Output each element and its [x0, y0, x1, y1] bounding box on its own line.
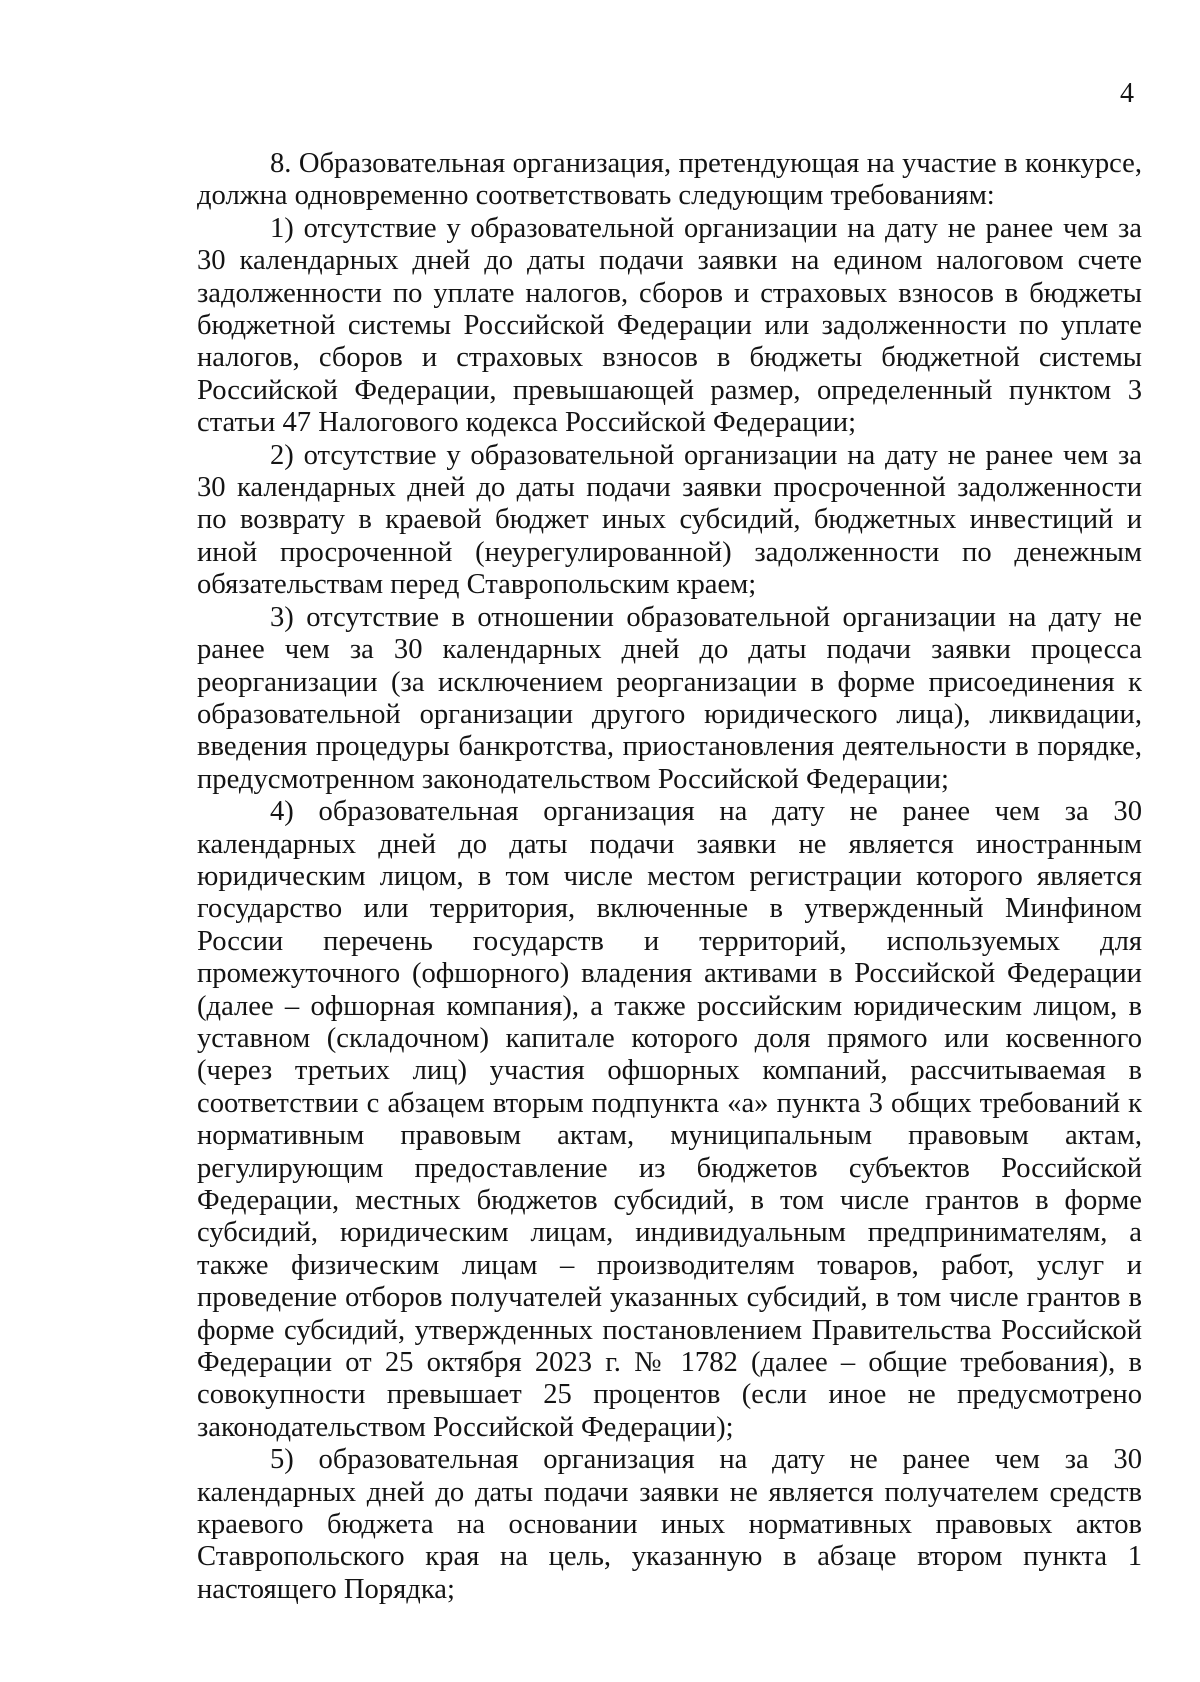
paragraph-item-4: 4) образовательная организация на дату не ранее чем за 30 календарных дней до даты подачи заявки не является иностранным юридическим лицом, в том числе местом регистрации которого является государство или территория, включенные в утвержденный Минфином России перечень государств и территорий, используемых для промежуточного (офшорного) владения активами в Российской Федерации (далее – офшорная компания), а также российским юридическим лицом, в уставном (складочном) капитале которого доля прямого или косвенного (через третьих лиц) участия офшорных компаний, рассчитываемая в соответствии с абзацем вторым подпункта «а» пункта 3 общих требований к нормативным правовым актам, муниципальным правовым актам, регулирующим предоставление из бюджетов субъектов Российской Федерации, местных бюджетов субсидий, в том числе грантов в форме субсидий, юридическим лицам, индивидуальным предпринимателям, а также физическим лицам – производителям товаров, работ, услуг и проведение отборов получателей указанных субсидий, в том числе грантов в форме субсидий, утвержденных постановлением Правительства Российской Федерации от 25 октября 2023 г. № 1782 (далее – общие требования), в совокупности превышает 25 процентов (если иное не предусмотрено законодательством Российской Федерации);: [197, 796, 1142, 1443]
paragraph-8-intro: 8. Образовательная организация, претендующая на участие в конкурсе, должна одновременно соответствовать следующим требованиям:: [197, 148, 1142, 212]
document-body: [197, 148, 1142, 1606]
paragraph-item-5: 5) образовательная организация на дату не ранее чем за 30 календарных дней до даты подачи заявки не является получателем средств краевого бюджета на основании иных нормативных правовых актов Ставропольского края на цель, указанную в абзаце втором пункта 1 настоящего Порядка;: [197, 1444, 1142, 1605]
page-number: 4: [1120, 78, 1134, 109]
paragraph-item-2: 2) отсутствие у образовательной организации на дату не ранее чем за 30 календарных дней до даты подачи заявки просроченной задолженности по возврату в краевой бюджет иных субсидий, бюджетных инвестиций и иной просроченной (неурегулированной) задолженности по денежным обязательствам перед Ставропольским краем;: [197, 439, 1142, 601]
paragraph-item-1: 1) отсутствие у образовательной организации на дату не ранее чем за 30 календарных дней до даты подачи заявки на едином налоговом счете задолженности по уплате налогов, сборов и страховых взносов в бюджеты бюджетной системы Российской Федерации или задолженности по уплате налогов, сборов и страховых взносов в бюджеты бюджетной системы Российской Федерации, превышающей размер, определенный пунктом 3 статьи 47 Налогового кодекса Российской Федерации;: [197, 212, 1142, 439]
paragraph-item-3: 3) отсутствие в отношении образовательной организации на дату не ранее чем за 30 календарных дней до даты подачи заявки процесса реорганизации (за исключением реорганизации в форме присоединения к образовательной организации другого юридического лица), ликвидации, введения процедуры банкротства, приостановления деятельности в порядке, предусмотренном законодательством Российской Федерации;: [197, 601, 1142, 795]
